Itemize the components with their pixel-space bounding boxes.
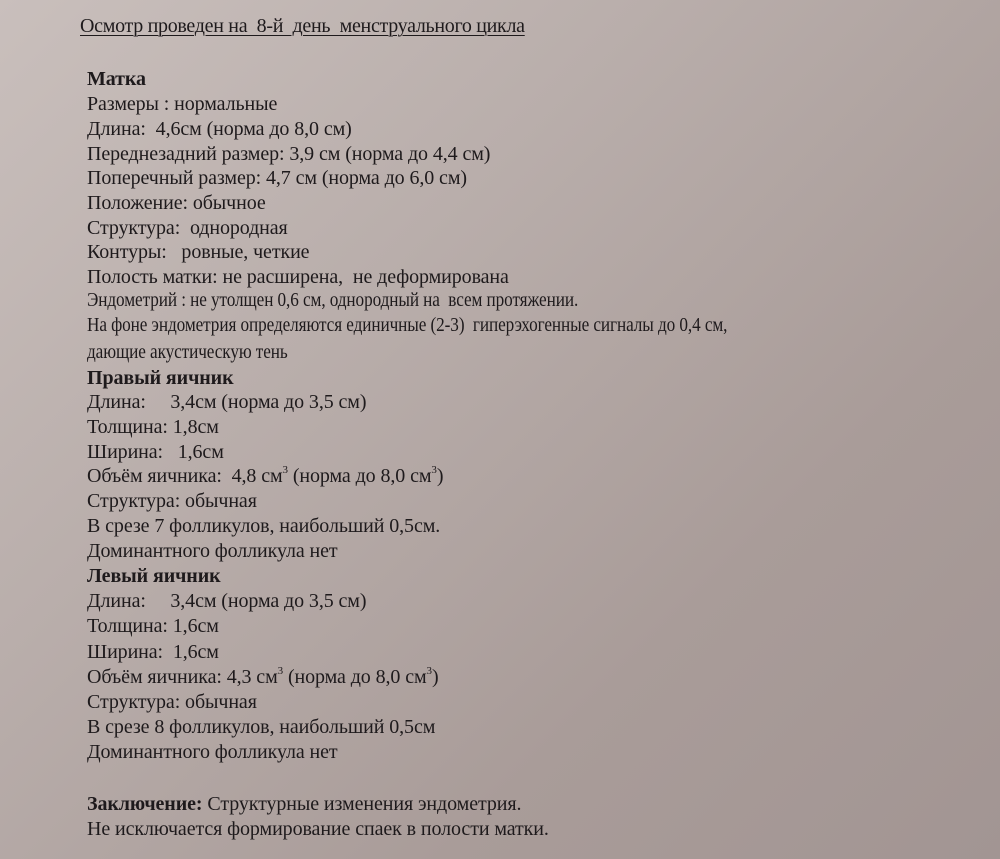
- left-ovary-heading: Левый яичник: [87, 565, 221, 587]
- right-ovary-dominant: Доминантного фолликула нет: [87, 540, 338, 562]
- right-ovary-width: Ширина: 1,6см: [87, 441, 224, 463]
- left-ovary-dominant: Доминантного фолликула нет: [87, 741, 338, 763]
- left-ovary-width: Ширина: 1,6см: [87, 641, 219, 663]
- paren-close: ): [436, 465, 444, 487]
- conclusion-text: Структурные изменения эндометрия.: [202, 793, 522, 815]
- right-ovary-structure: Структура: обычная: [87, 490, 257, 512]
- uterus-heading: Матка: [87, 68, 146, 90]
- volume-value: Объём яичника: 4,8 см: [87, 465, 283, 487]
- right-ovary-thickness: Толщина: 1,8см: [87, 416, 219, 438]
- endometrium-line-2: На фоне эндометрия определяются единичные (2-3) гиперэхогенные сигналы до 0,4 см,: [87, 314, 728, 336]
- right-ovary-length: Длина: 3,4см (норма до 3,5 см): [87, 391, 367, 413]
- conclusion-label: Заключение:: [87, 793, 203, 815]
- left-ovary-length: Длина: 3,4см (норма до 3,5 см): [87, 590, 367, 612]
- right-ovary-heading: Правый яичник: [87, 367, 234, 389]
- superscript: 3: [431, 464, 437, 476]
- superscript: 3: [277, 665, 284, 677]
- left-ovary-structure: Структура: обычная: [87, 691, 257, 713]
- uterus-contours: Контуры: ровные, четкие: [87, 241, 310, 263]
- right-ovary-follicles: В срезе 7 фолликулов, наибольший 0,5см.: [87, 515, 441, 537]
- right-ovary-volume: [87, 464, 443, 488]
- left-ovary-volume: [87, 665, 439, 689]
- uterus-ap-size: Переднезадний размер: 3,9 см (норма до 4,4 см): [87, 143, 491, 165]
- paren-close: ): [431, 666, 439, 688]
- uterus-size: Размеры : нормальные: [87, 93, 278, 115]
- left-ovary-follicles: В срезе 8 фолликулов, наибольший 0,5см: [87, 716, 436, 738]
- volume-value: Объём яичника: 4,3 см: [87, 666, 278, 688]
- uterus-transverse-size: Поперечный размер: 4,7 см (норма до 6,0 см): [87, 167, 467, 189]
- superscript: 3: [426, 665, 432, 677]
- report-title: Осмотр проведен на 8-й день менструального цикла: [80, 15, 525, 37]
- uterus-structure: Структура: однородная: [87, 217, 288, 239]
- superscript: 3: [282, 464, 288, 476]
- uterus-position: Положение: обычное: [87, 192, 266, 214]
- endometrium-line-1: Эндометрий : не утолщен 0,6 см, однородный на всем протяжении.: [87, 289, 579, 311]
- conclusion-line-1: [87, 792, 521, 816]
- left-ovary-thickness: Толщина: 1,6см: [87, 615, 219, 637]
- volume-norm: (норма до 8,0 см: [283, 666, 427, 688]
- endometrium-line-3: дающие акустическую тень: [87, 341, 288, 363]
- conclusion-line-2: Не исключается формирование спаек в полости матки.: [87, 818, 549, 840]
- volume-norm: (норма до 8,0 см: [287, 465, 432, 487]
- uterine-cavity: Полость матки: не расширена, не деформирована: [87, 266, 509, 288]
- uterus-length: Длина: 4,6см (норма до 8,0 см): [87, 118, 352, 140]
